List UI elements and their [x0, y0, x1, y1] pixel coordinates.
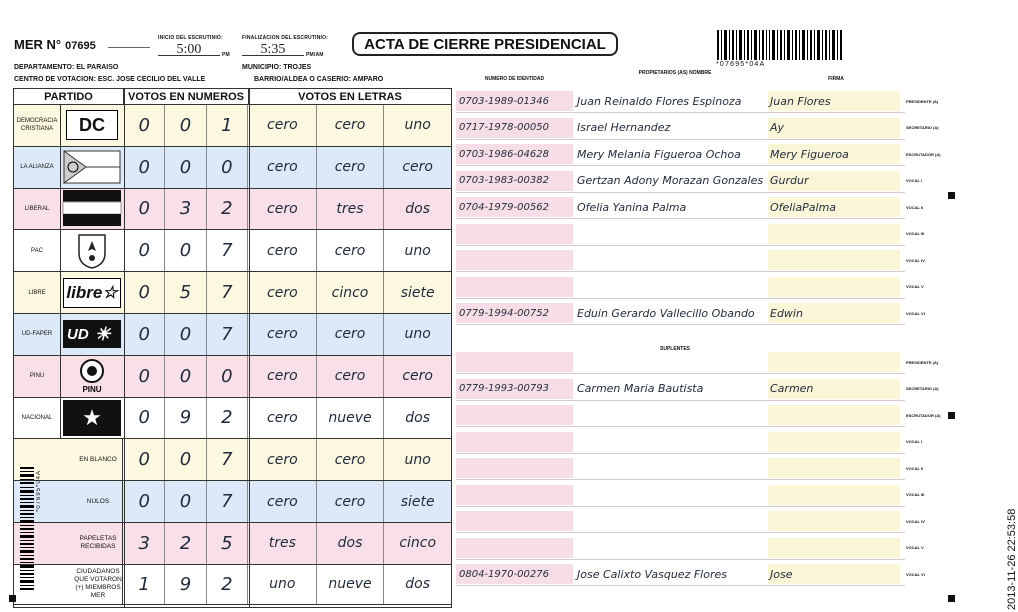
digit-cell: 5 — [207, 523, 248, 564]
dc-logo-icon: DC — [66, 110, 118, 140]
party-name: PAC — [14, 230, 61, 271]
member-row — [456, 171, 923, 191]
member-signature — [768, 538, 900, 558]
party-logo — [61, 356, 123, 397]
member-role: VOCAL II — [906, 465, 924, 471]
member-role: VOCAL VI — [906, 571, 925, 577]
word-cell: nueve — [317, 565, 385, 604]
digit-cell: 0 — [165, 356, 206, 397]
member-signature — [768, 485, 900, 505]
col-nombre: PROPIETARIOS (AS) NOMBRE — [638, 70, 712, 76]
votes-words — [249, 230, 451, 271]
word-cell: cero — [249, 105, 317, 146]
digit-cell: 0 — [207, 356, 248, 397]
votes-words — [249, 272, 451, 313]
word-cell: uno — [249, 565, 317, 604]
row-rule — [456, 400, 905, 401]
votes-numbers — [124, 147, 248, 188]
member-role: PRESIDENTE (A) — [906, 359, 939, 365]
word-cell: nueve — [317, 398, 385, 439]
member-id — [456, 538, 573, 558]
member-name: Eduin Gerardo Vallecillo Obando — [577, 306, 755, 320]
word-cell: cero — [249, 398, 317, 439]
seal-scribble — [108, 38, 150, 48]
votes-numbers — [124, 523, 248, 564]
column-divider — [249, 89, 250, 607]
party-name: NACIONAL — [14, 398, 61, 439]
member-id: 0704-1979-00562 — [456, 197, 573, 217]
digit-cell: 0 — [165, 105, 206, 146]
party-logo — [61, 230, 123, 271]
word-cell: uno — [404, 326, 431, 343]
registration-mark — [948, 595, 955, 602]
member-row — [456, 379, 939, 399]
member-name — [573, 405, 768, 425]
alianza-flag-icon — [64, 151, 120, 183]
votes-words — [249, 523, 451, 564]
totals-row — [14, 565, 451, 605]
word-cell: cero — [249, 314, 317, 355]
member-row — [456, 432, 923, 452]
word-cell: siete — [400, 493, 435, 510]
party-row — [14, 105, 451, 147]
member-name: Israel Hernandez — [577, 121, 671, 134]
member-role: VOCAL V — [906, 545, 924, 550]
member-signature: Edwin — [768, 303, 900, 323]
member-signature — [768, 511, 900, 531]
word-cell: cero — [317, 314, 385, 355]
digit-cell: 2 — [207, 565, 248, 604]
digit-cell: 0 — [165, 230, 206, 271]
row-rule — [456, 165, 905, 166]
digit-cell: 0 — [165, 439, 206, 480]
digit-cell: 3 — [165, 189, 206, 230]
row-rule — [456, 373, 905, 374]
registration-mark — [948, 412, 955, 419]
member-id — [456, 458, 573, 478]
member-role: VOCAL IV — [906, 257, 925, 263]
svg-text:PINU: PINU — [82, 385, 102, 395]
member-row — [456, 352, 939, 372]
digit-cell: 0 — [124, 439, 165, 480]
row-rule — [456, 139, 905, 140]
party-logo — [61, 189, 123, 230]
digit-cell: 7 — [207, 314, 248, 355]
votes-words — [249, 565, 451, 604]
totals-label: PAPELETAS RECIBIDAS — [14, 523, 123, 564]
votes-numbers — [124, 565, 248, 604]
member-id — [456, 485, 573, 505]
fin-time: 5:35 — [242, 42, 304, 56]
digit-cell: 2 — [207, 398, 248, 439]
digit-cell: 7 — [207, 230, 248, 271]
totals-label: NULOS — [14, 481, 123, 522]
word-cell: uno — [404, 242, 431, 259]
member-row — [456, 250, 925, 270]
member-signature: Gurdur — [768, 171, 900, 191]
fin-label: FINALIZACION DEL ESCRUTINIO: — [242, 35, 329, 41]
word-cell: dos — [317, 523, 385, 564]
digit-cell: 0 — [207, 147, 248, 188]
registration-mark — [948, 192, 955, 199]
member-signature — [768, 432, 900, 452]
member-role: ESCRUTADOR (A) — [906, 412, 941, 418]
member-name: Juan Reinaldo Flores Espinoza — [577, 94, 742, 108]
member-id: 0804-1970-00276 — [456, 564, 573, 584]
mer-label: MER N° — [14, 37, 62, 52]
totals-row — [14, 439, 451, 481]
row-rule — [456, 192, 905, 193]
digit-cell: 7 — [207, 439, 248, 480]
member-role: SECRETARIO (A) — [906, 125, 939, 130]
votes-words — [249, 189, 451, 230]
word-cell: cero — [249, 189, 317, 230]
word-cell: cero — [317, 439, 385, 480]
party-name: PINU — [14, 356, 61, 397]
row-rule — [456, 506, 905, 507]
member-signature: Ay — [768, 118, 900, 138]
party-name: LIBERAL — [14, 189, 61, 230]
page-title: ACTA DE CIERRE PRESIDENCIAL — [352, 32, 618, 56]
party-row — [14, 356, 451, 398]
member-row — [456, 564, 925, 584]
col-numeros: VOTOS EN NUMEROS — [124, 89, 249, 105]
digit-cell: 0 — [124, 356, 165, 397]
totals-label: EN BLANCO — [14, 439, 123, 480]
digit-cell: 0 — [165, 481, 206, 522]
column-divider — [124, 89, 125, 607]
votes-words — [249, 398, 451, 439]
word-cell: cero — [402, 159, 433, 176]
libre-logo-icon: libre☆ — [63, 278, 121, 308]
col-identidad: NUMERO DE IDENTIDAD — [484, 76, 545, 82]
member-name — [573, 538, 768, 558]
suplentes-label: SUPLENTES — [659, 346, 690, 352]
word-cell: cero — [402, 368, 433, 385]
member-id: 0779-1994-00752 — [456, 303, 573, 323]
member-id — [456, 250, 573, 270]
member-row — [456, 485, 925, 505]
votes-numbers — [124, 272, 248, 313]
party-row — [14, 314, 451, 356]
member-name — [573, 485, 768, 505]
votes-words — [249, 356, 451, 397]
party-row — [14, 398, 451, 440]
member-signature: Jose — [768, 564, 900, 584]
party-row — [14, 230, 451, 272]
row-rule — [456, 585, 905, 586]
row-rule — [456, 426, 905, 427]
row-rule — [456, 324, 905, 325]
member-role: VOCAL I — [906, 439, 923, 444]
word-cell: cinco — [317, 272, 385, 313]
member-role: VOCAL V — [906, 284, 924, 289]
row-rule — [456, 298, 905, 299]
member-id — [456, 224, 573, 244]
col-letras: VOTOS EN LETRAS — [249, 89, 451, 105]
votes-numbers — [124, 105, 248, 146]
word-cell: uno — [404, 117, 431, 134]
votes-numbers — [124, 481, 248, 522]
totals-label: CIUDADANOS QUE VOTARON (+) MIEMBROS MER — [14, 565, 123, 604]
row-rule — [456, 218, 905, 219]
word-cell: cero — [317, 481, 385, 522]
word-cell: cero — [317, 356, 385, 397]
votes-words — [249, 439, 451, 480]
member-role: VOCAL II — [906, 204, 924, 210]
member-id: 0703-1983-00382 — [456, 171, 573, 191]
inicio-suffix: PM — [222, 52, 230, 58]
digit-cell: 0 — [124, 272, 165, 313]
digit-cell: 2 — [207, 189, 248, 230]
centro-votacion: CENTRO DE VOTACION: ESC. JOSE CECILIO DEL VALLE — [14, 76, 206, 83]
digit-cell: 0 — [124, 105, 165, 146]
member-row — [456, 511, 925, 531]
member-role: ESCRUTADOR (A) — [906, 151, 941, 157]
liberal-flag-icon — [63, 190, 121, 228]
word-cell: cero — [249, 356, 317, 397]
party-name: LA ALIANZA — [14, 147, 61, 188]
digit-cell: 9 — [165, 565, 206, 604]
member-signature — [768, 277, 900, 297]
row-rule — [456, 479, 905, 480]
digit-cell: 9 — [165, 398, 206, 439]
fin-suffix: PM/AM — [306, 52, 324, 58]
member-id — [456, 352, 573, 372]
member-id: 0717-1978-00050 — [456, 118, 573, 138]
party-row — [14, 147, 451, 189]
member-signature: Mery Figueroa — [768, 144, 900, 164]
digit-cell: 7 — [207, 272, 248, 313]
member-role: VOCAL VI — [906, 310, 925, 316]
member-id: 0779-1993-00793 — [456, 379, 573, 399]
party-logo — [61, 147, 123, 188]
col-partido: PARTIDO — [14, 89, 124, 105]
party-row — [14, 189, 451, 231]
word-cell: tres — [249, 523, 317, 564]
registration-mark — [9, 595, 16, 602]
inicio-label: INICIO DEL ESCRUTINIO: — [158, 35, 223, 41]
side-barcode-icon — [20, 467, 34, 591]
departamento: DEPARTAMENTO: EL PARAISO — [14, 64, 119, 71]
member-name: Gertzan Adony Morazan Gonzales — [577, 174, 764, 187]
word-cell: uno — [404, 451, 431, 468]
word-cell: dos — [405, 409, 431, 426]
pac-emblem-icon — [75, 233, 109, 269]
member-name — [573, 224, 768, 244]
party-logo — [61, 105, 123, 146]
votes-numbers — [124, 398, 248, 439]
member-row — [456, 118, 939, 138]
row-rule — [456, 559, 905, 560]
member-signature: Juan Flores — [768, 91, 900, 111]
member-name: Mery Melania Figueroa Ochoa — [577, 147, 741, 161]
member-id: 0703-1989-01346 — [456, 91, 573, 111]
member-signature — [768, 458, 900, 478]
word-cell: siete — [400, 284, 435, 301]
member-row — [456, 91, 939, 111]
digit-cell: 0 — [165, 314, 206, 355]
party-row — [14, 272, 451, 314]
word-cell: cero — [249, 481, 317, 522]
member-id — [456, 432, 573, 452]
word-cell: dos — [405, 576, 431, 593]
row-rule — [456, 453, 905, 454]
member-row — [456, 197, 924, 217]
digit-cell: 0 — [124, 481, 165, 522]
word-cell: tres — [317, 189, 385, 230]
word-cell: cero — [317, 230, 385, 271]
votes-table — [13, 88, 452, 608]
row-rule — [456, 532, 905, 533]
barcode-number: *07695*04A — [716, 61, 766, 68]
votes-words — [249, 314, 451, 355]
digit-cell: 1 — [124, 565, 165, 604]
digit-cell: 1 — [207, 105, 248, 146]
barrio: BARRIO/ALDEA O CASERIO: AMPARO — [254, 76, 384, 83]
digit-cell: 0 — [124, 314, 165, 355]
member-name — [573, 352, 768, 372]
member-signature: OfeliaPalma — [768, 197, 900, 217]
digit-cell: 0 — [165, 147, 206, 188]
member-name: Jose Calixto Vasquez Flores — [577, 567, 727, 581]
member-name — [573, 458, 768, 478]
digit-cell: 0 — [124, 230, 165, 271]
votes-words — [249, 481, 451, 522]
word-cell: cero — [317, 105, 385, 146]
word-cell: cero — [249, 147, 317, 188]
member-role: VOCAL III — [906, 231, 925, 236]
member-signature — [768, 405, 900, 425]
digit-cell: 0 — [124, 189, 165, 230]
member-name — [573, 250, 768, 270]
votes-numbers — [124, 230, 248, 271]
word-cell: cero — [249, 272, 317, 313]
word-cell: dos — [405, 200, 431, 217]
member-row — [456, 144, 941, 164]
member-id — [456, 277, 573, 297]
member-role: VOCAL IV — [906, 518, 925, 524]
member-role: SECRETARIO (A) — [906, 386, 939, 391]
ud-faper-logo-icon: UD ☀ — [63, 320, 121, 348]
party-logo — [61, 314, 123, 355]
totals-row — [14, 481, 451, 523]
barcode-icon — [717, 30, 843, 60]
member-signature: Carmen — [768, 379, 900, 399]
member-name — [573, 511, 768, 531]
pinu-logo-icon — [77, 358, 107, 394]
word-cell: cero — [249, 230, 317, 271]
nacional-star-icon: ★ — [63, 400, 121, 436]
word-cell: cero — [249, 439, 317, 480]
scan-timestamp: 2013-11-26 22:53:58 — [1006, 508, 1018, 610]
votes-words — [249, 105, 451, 146]
member-name: Ofelia Yanina Palma — [577, 200, 687, 214]
member-name: Carmen Maria Bautista — [577, 382, 704, 395]
municipio: MUNICIPIO: TROJES — [242, 64, 312, 71]
col-firma: FIRMA — [828, 76, 844, 82]
member-signature — [768, 224, 900, 244]
party-logo — [61, 398, 123, 439]
member-role: VOCAL I — [906, 178, 923, 183]
member-role: VOCAL III — [906, 492, 925, 497]
member-row — [456, 224, 925, 244]
votes-words — [249, 147, 451, 188]
mer-number — [14, 37, 96, 52]
member-id — [456, 511, 573, 531]
digit-cell: 0 — [124, 398, 165, 439]
member-name — [573, 432, 768, 452]
row-rule — [456, 112, 905, 113]
digit-cell: 0 — [124, 147, 165, 188]
member-role: PRESIDENTE (A) — [906, 98, 939, 104]
votes-numbers — [124, 439, 248, 480]
member-name — [573, 277, 768, 297]
member-signature — [768, 250, 900, 270]
member-id: 0703-1986-04628 — [456, 144, 573, 164]
digit-cell: 2 — [165, 523, 206, 564]
party-logo — [61, 272, 123, 313]
row-rule — [456, 245, 905, 246]
votes-numbers — [124, 356, 248, 397]
digit-cell: 7 — [207, 481, 248, 522]
party-name: DEMOCRACIA CRISTIANA — [14, 105, 61, 146]
digit-cell: 5 — [165, 272, 206, 313]
member-id — [456, 405, 573, 425]
member-row — [456, 405, 941, 425]
row-rule — [456, 271, 905, 272]
party-name: UD-FAPER — [14, 314, 61, 355]
member-row — [456, 303, 925, 323]
word-cell: cero — [317, 147, 385, 188]
member-row — [456, 277, 924, 297]
member-row — [456, 458, 924, 478]
party-name: LIBRE — [14, 272, 61, 313]
word-cell: cinco — [399, 535, 437, 552]
member-signature — [768, 352, 900, 372]
totals-row — [14, 523, 451, 565]
inicio-time: 5:00 — [158, 42, 220, 56]
member-row — [456, 538, 924, 558]
votes-numbers — [124, 189, 248, 230]
digit-cell: 3 — [124, 523, 165, 564]
votes-numbers — [124, 314, 248, 355]
side-barcode-number: *07695*04A — [36, 470, 42, 513]
mer-number-value: 07695 — [65, 40, 96, 52]
